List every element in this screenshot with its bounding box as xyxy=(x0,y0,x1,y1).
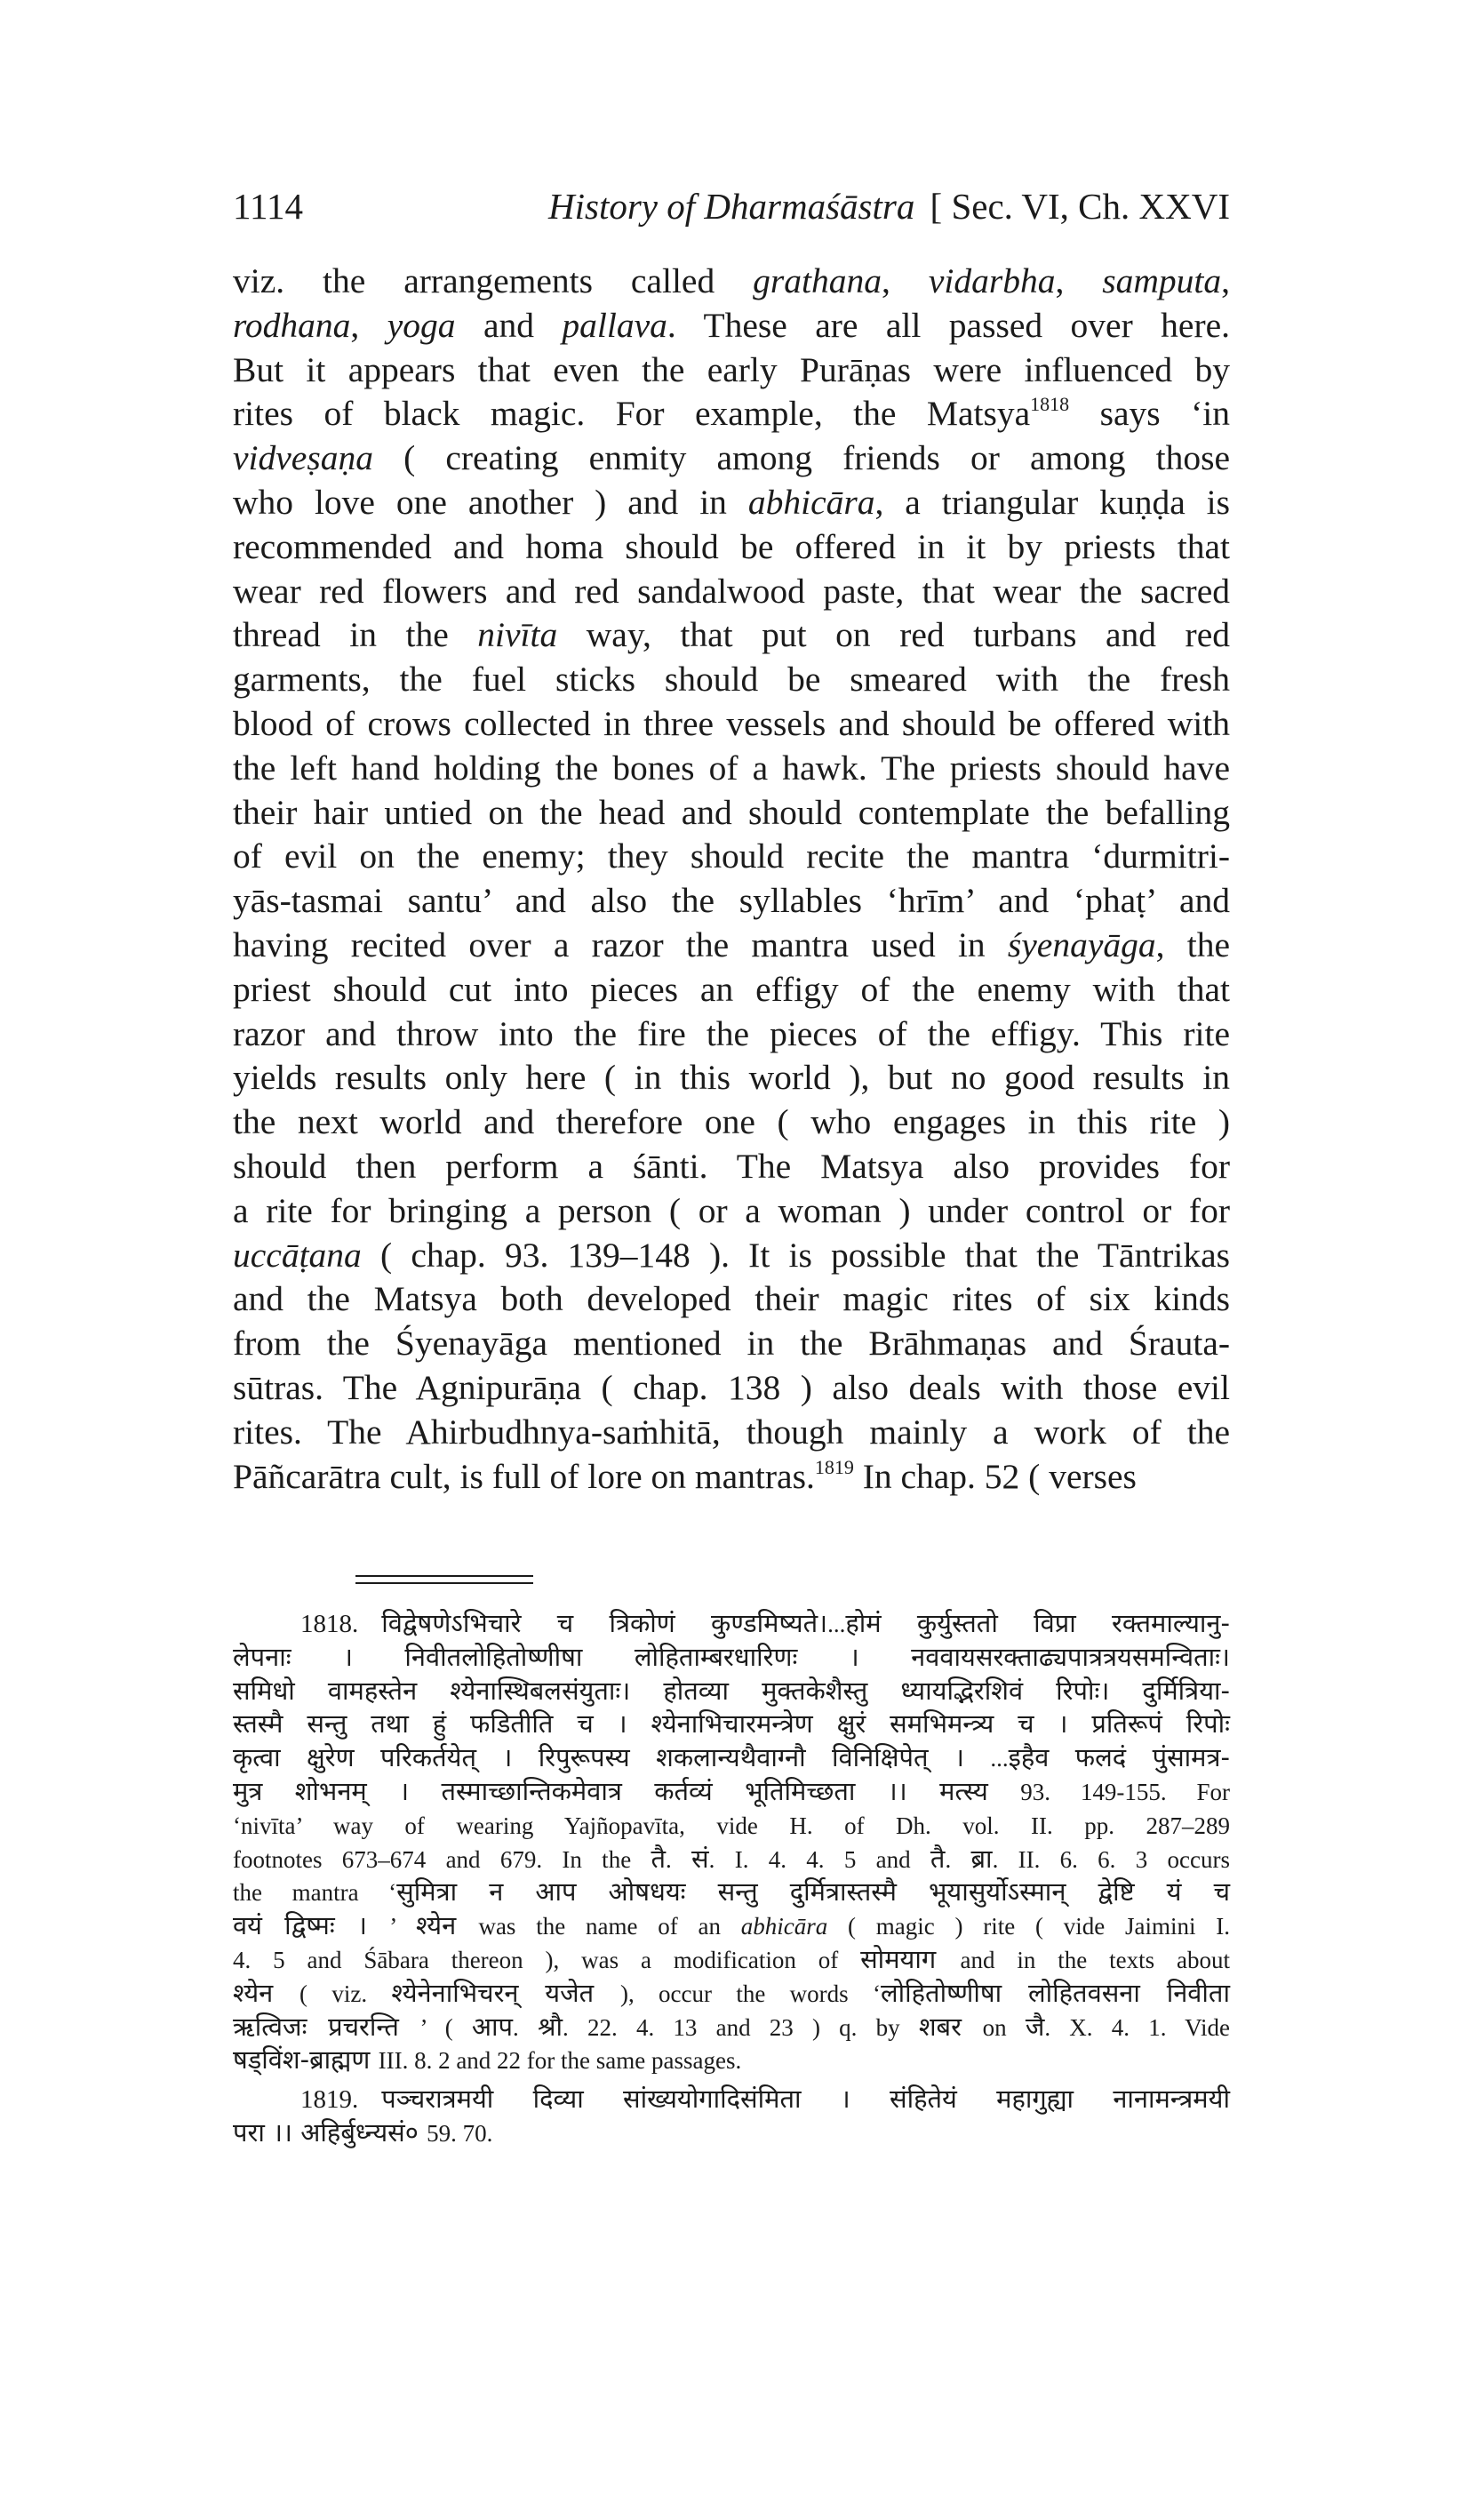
footnote-rule-bottom xyxy=(355,1582,533,1584)
footnote-line: परा ।। अहिर्बुध्न्यसं० 59. 70. xyxy=(233,2116,493,2148)
body-line: their hair untied on the head and should contemplate the befalling xyxy=(233,792,1230,832)
main-text xyxy=(233,260,1230,1499)
footnote-line: the mantra ‘सुमित्रा न आप ओषधयः सन्तु दुर्मित्रास्तस्मै भूयासुर्योऽस्मान् द्वेष्टि यं च xyxy=(233,1876,1230,1908)
footnote-line: 1819. पञ्चरात्रमयी दिव्या सांख्ययोगादिसंमिता । संहितेयं महागुह्या नानामन्त्रमयी xyxy=(300,2084,1230,2115)
footnote-number: 1819. xyxy=(300,2085,359,2115)
footnote-line: ‘nivīta’ way of wearing Yajñopavīta, vide H. of Dh. vol. II. pp. 287–289 xyxy=(233,1812,1230,1839)
body-line: garments, the fuel sticks should be smeared with the fresh xyxy=(233,660,1230,700)
footnote-line: 1818. विद्वेषणेऽभिचारे च त्रिकोणं कुण्डमिष्यते।...होमं कुर्युस्ततो विप्रा रक्तमाल्यानु- xyxy=(300,1608,1230,1638)
body-line: wear red flowers and red sandalwood paste, that wear the sacred xyxy=(233,571,1230,611)
footnote-number: 1818. xyxy=(300,1610,359,1638)
body-line: should then perform a śānti. The Matsya also provides for xyxy=(233,1146,1230,1186)
body-line: razor and throw into the fire the pieces of the effigy. This rite xyxy=(233,1013,1230,1053)
body-line: uccāṭana ( chap. 93. 139–148 ). It is possible that the Tāntrikas xyxy=(233,1235,1230,1275)
footnote-line: समिधो वामहस्तेन श्येनास्थिबलसंयुताः। होतव्या मुक्तकेशैस्तु ध्यायद्भिरशिवं रिपोः। दुर्मित्रिया- xyxy=(233,1675,1230,1706)
body-line: thread in the nivīta way, that put on red turbans and red xyxy=(233,615,1230,655)
body-line: But it appears that even the early Purāṇas were influenced by xyxy=(233,349,1230,389)
body-line: vidveṣaṇa ( creating enmity among friends or among those xyxy=(233,438,1230,478)
body-line: sūtras. The Agnipurāṇa ( chap. 138 ) also deals with those evil xyxy=(233,1367,1230,1407)
body-line: a rite for bringing a person ( or a woman ) under control or for xyxy=(233,1190,1230,1230)
body-line: who love one another ) and in abhicāra, a triangular kuṇḍa is xyxy=(233,482,1230,522)
footnote-rule-top xyxy=(355,1575,533,1577)
section-label: [ Sec. VI, Ch. XXVI xyxy=(930,186,1230,227)
footnote-line: मुत्र शोभनम् । तस्माच्छान्तिकमेवात्र कर्तव्यं भूतिमिच्छता ।। मत्स्य 93. 149-155. For xyxy=(233,1775,1230,1806)
body-line: rites of black magic. For example, the Matsya$^{1818}$ says ‘in xyxy=(233,393,1231,434)
footnote-line: वयं द्विष्मः । ’ श्येन was the name of an abhicāra ( magic ) rite ( vide Jaimini I. xyxy=(233,1910,1231,1941)
body-line: from the Śyenayāga mentioned in the Brāhmaṇas and Śrauta- xyxy=(233,1324,1230,1364)
body-line: rites. The Ahirbudhnya-saṁhitā, though mainly a work of the xyxy=(233,1412,1230,1452)
footnote-line: ऋत्विजः प्रचरन्ति ’ ( आप. श्रौ. 22. 4. 13 and 23 ) q. by शबर on जै. X. 4. 1. Vide xyxy=(233,2011,1231,2042)
footnote-line: footnotes 673–674 and 679. In the तै. सं. I. 4. 4. 5 and तै. ब्रा. II. 6. 6. 3 occurs xyxy=(233,1843,1230,1874)
footnote-line: स्तस्मै सन्तु तथा हुं फडितीति च । श्येनाभिचारमन्त्रेण क्षुरं समभिमन्त्र्य च । प्रतिरूपं रिपोः xyxy=(233,1708,1230,1740)
body-line: of evil on the enemy; they should recite the mantra ‘durmitri- xyxy=(233,836,1230,876)
footnote-line: 4. 5 and Śābara thereon ), was a modification of सोमयाग and in the texts about xyxy=(233,1943,1230,1974)
page-number: 1114 xyxy=(233,186,303,227)
running-title: History of Dharmaśāstra xyxy=(548,186,915,227)
body-line: Pāñcarātra cult, is full of lore on mantras.$^{1819}$ In chap. 52 ( verses xyxy=(233,1455,1137,1496)
footnote-line: षड्विंश-ब्राह्मण III. 8. 2 and 22 for the same passages. xyxy=(233,2044,742,2076)
footnote-line: लेपनाः । निवीतलोहितोष्णीषा लोहिताम्बरधारिणः । नववायसरक्ताढ्यपात्रत्रयसमन्विताः। xyxy=(233,1641,1230,1672)
page-header xyxy=(233,185,1230,238)
footnote-line: श्येन ( viz. श्येनेनाभिचरन् यजेत ), occur the words ‘लोहितोष्णीषा लोहितवसना निवीता xyxy=(233,1977,1230,2008)
body-line: rodhana, yoga and pallava. These are all passed over here. xyxy=(233,305,1230,345)
body-line: the next world and therefore one ( who engages in this rite ) xyxy=(233,1102,1230,1142)
body-line: yields results only here ( in this world ), but no good results in xyxy=(233,1058,1230,1098)
body-line: blood of crows collected in three vessels and should be offered with xyxy=(233,703,1230,743)
body-line: and the Matsya both developed their magic rites of six kinds xyxy=(233,1279,1230,1319)
body-line: the left hand holding the bones of a hawk. The priests should have xyxy=(233,748,1230,788)
body-line: viz. the arrangements called grathana, vidarbha, samputa, xyxy=(233,261,1231,300)
footnotes xyxy=(233,1607,1230,2150)
body-line: priest should cut into pieces an effigy of the enemy with that xyxy=(233,969,1230,1009)
body-line: recommended and homa should be offered in it by priests that xyxy=(233,526,1230,566)
body-line: yās-tasmai santu’ and also the syllables ‘hrīm’ and ‘phaṭ’ and xyxy=(233,881,1230,921)
body-line: having recited over a razor the mantra used in śyenayāga, the xyxy=(233,924,1230,964)
footnote-line: कृत्वा क्षुरेण परिकर्तयेत् । रिपुरूपस्य शकलान्यथैवाग्नौ विनिक्षिपेत् । ...इहैव फलदं पुंसामत्र- xyxy=(233,1742,1230,1773)
